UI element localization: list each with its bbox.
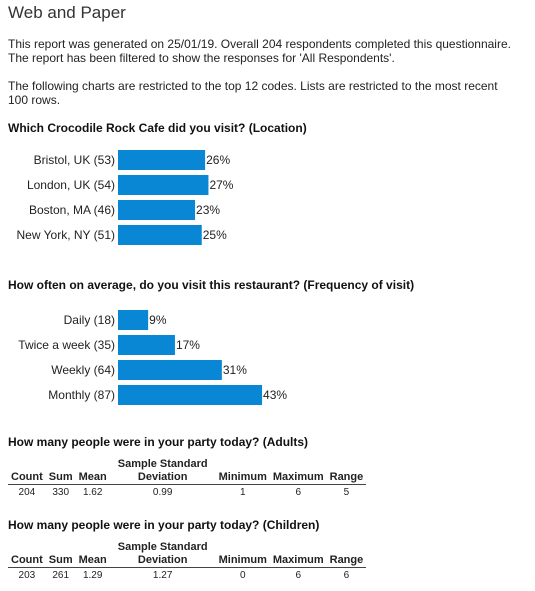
frequency-bar-daily-18 bbox=[118, 310, 148, 330]
col-range-header: Range bbox=[329, 471, 364, 483]
location-category-label-boston-ma-46: Boston, MA (46) bbox=[28, 203, 115, 217]
adults-count-cell: 204 bbox=[8, 485, 46, 500]
frequency-value-label-twice-a-week-35: 17% bbox=[175, 338, 200, 352]
col-ssd-header-line2: Deviation bbox=[137, 471, 188, 483]
location-chart-title: Which Crocodile Rock Cafe did you visit? (Location) bbox=[8, 121, 307, 135]
frequency-value-label-weekly-64: 31% bbox=[222, 363, 247, 377]
frequency-bar-twice-a-week-35 bbox=[118, 335, 175, 355]
col-max-header: Maximum bbox=[272, 554, 324, 566]
frequency-value-label-monthly-87: 43% bbox=[263, 388, 288, 402]
location-value-label-bristol-uk-53: 26% bbox=[206, 153, 231, 167]
col-ssd-header bbox=[110, 458, 216, 485]
col-ssd-header-line1: Sample Standard bbox=[117, 541, 208, 553]
children-min-cell: 0 bbox=[216, 568, 270, 583]
col-mean-header: Mean bbox=[78, 554, 107, 566]
col-count-header: Count bbox=[11, 471, 43, 483]
adults-min-cell: 1 bbox=[216, 485, 270, 500]
col-sum-header: Sum bbox=[48, 471, 73, 483]
adults-range-cell: 5 bbox=[327, 485, 367, 500]
adults-stats-table bbox=[8, 458, 366, 499]
intro-line-1: This report was generated on 25/01/19. Overall 204 respondents completed this questionnaire. bbox=[8, 37, 511, 51]
children-stats-title: How many people were in your party today? (Children) bbox=[8, 518, 320, 532]
children-stats-table bbox=[8, 541, 366, 582]
adults-ssd-cell: 0.99 bbox=[110, 485, 216, 500]
frequency-chart-title: How often on average, do you visit this restaurant? (Frequency of visit) bbox=[8, 278, 415, 292]
frequency-bar-chart bbox=[0, 310, 535, 410]
location-bar-boston-ma-46 bbox=[118, 200, 195, 220]
frequency-value-label-daily-18: 9% bbox=[149, 313, 167, 327]
adults-mean-cell: 1.62 bbox=[76, 485, 110, 500]
children-ssd-cell: 1.27 bbox=[110, 568, 216, 583]
report-title: Web and Paper bbox=[8, 3, 126, 22]
col-max-header: Maximum bbox=[272, 471, 324, 483]
children-mean-cell: 1.29 bbox=[76, 568, 110, 583]
frequency-category-label-twice-a-week-35: Twice a week (35) bbox=[18, 338, 115, 352]
frequency-category-label-monthly-87: Monthly (87) bbox=[48, 388, 115, 402]
col-min-header: Minimum bbox=[218, 471, 267, 483]
adults-stats-title: How many people were in your party today? (Adults) bbox=[8, 435, 309, 449]
location-category-label-new-york-ny-51: New York, NY (51) bbox=[16, 228, 115, 242]
children-range-cell: 6 bbox=[327, 568, 367, 583]
children-sum-cell: 261 bbox=[46, 568, 76, 583]
location-bar-london-uk-54 bbox=[118, 175, 208, 195]
frequency-category-label-daily-18: Daily (18) bbox=[63, 313, 115, 327]
adults-stats-header-row bbox=[8, 458, 366, 485]
location-value-label-london-uk-54: 27% bbox=[209, 178, 234, 192]
col-count-header: Count bbox=[11, 554, 43, 566]
children-stats-row bbox=[8, 568, 366, 583]
children-count-cell: 203 bbox=[8, 568, 46, 583]
adults-stats-row bbox=[8, 485, 366, 500]
frequency-bar-monthly-87 bbox=[118, 385, 262, 405]
intro-line-2: The report has been filtered to show the responses for 'All Respondents'. bbox=[8, 51, 395, 65]
children-max-cell: 6 bbox=[270, 568, 327, 583]
location-bar-chart bbox=[0, 150, 535, 250]
col-mean-header: Mean bbox=[78, 471, 107, 483]
children-stats-header-row bbox=[8, 541, 366, 568]
intro-line-4: 100 rows. bbox=[8, 93, 61, 107]
frequency-bar-weekly-64 bbox=[118, 360, 222, 380]
location-value-label-new-york-ny-51: 25% bbox=[202, 228, 227, 242]
adults-max-cell: 6 bbox=[270, 485, 327, 500]
location-category-label-london-uk-54: London, UK (54) bbox=[26, 178, 115, 192]
col-ssd-header-line2: Deviation bbox=[137, 554, 188, 566]
location-value-label-boston-ma-46: 23% bbox=[196, 203, 221, 217]
col-ssd-header bbox=[110, 541, 216, 568]
col-range-header: Range bbox=[329, 554, 364, 566]
frequency-category-label-weekly-64: Weekly (64) bbox=[51, 363, 115, 377]
location-bar-new-york-ny-51 bbox=[118, 225, 202, 245]
col-min-header: Minimum bbox=[218, 554, 267, 566]
adults-sum-cell: 330 bbox=[46, 485, 76, 500]
intro-line-3: The following charts are restricted to the top 12 codes. Lists are restricted to the most recent bbox=[8, 79, 498, 93]
col-ssd-header-line1: Sample Standard bbox=[117, 458, 208, 470]
location-category-label-bristol-uk-53: Bristol, UK (53) bbox=[33, 153, 115, 167]
col-sum-header: Sum bbox=[48, 554, 73, 566]
location-bar-bristol-uk-53 bbox=[118, 150, 205, 170]
